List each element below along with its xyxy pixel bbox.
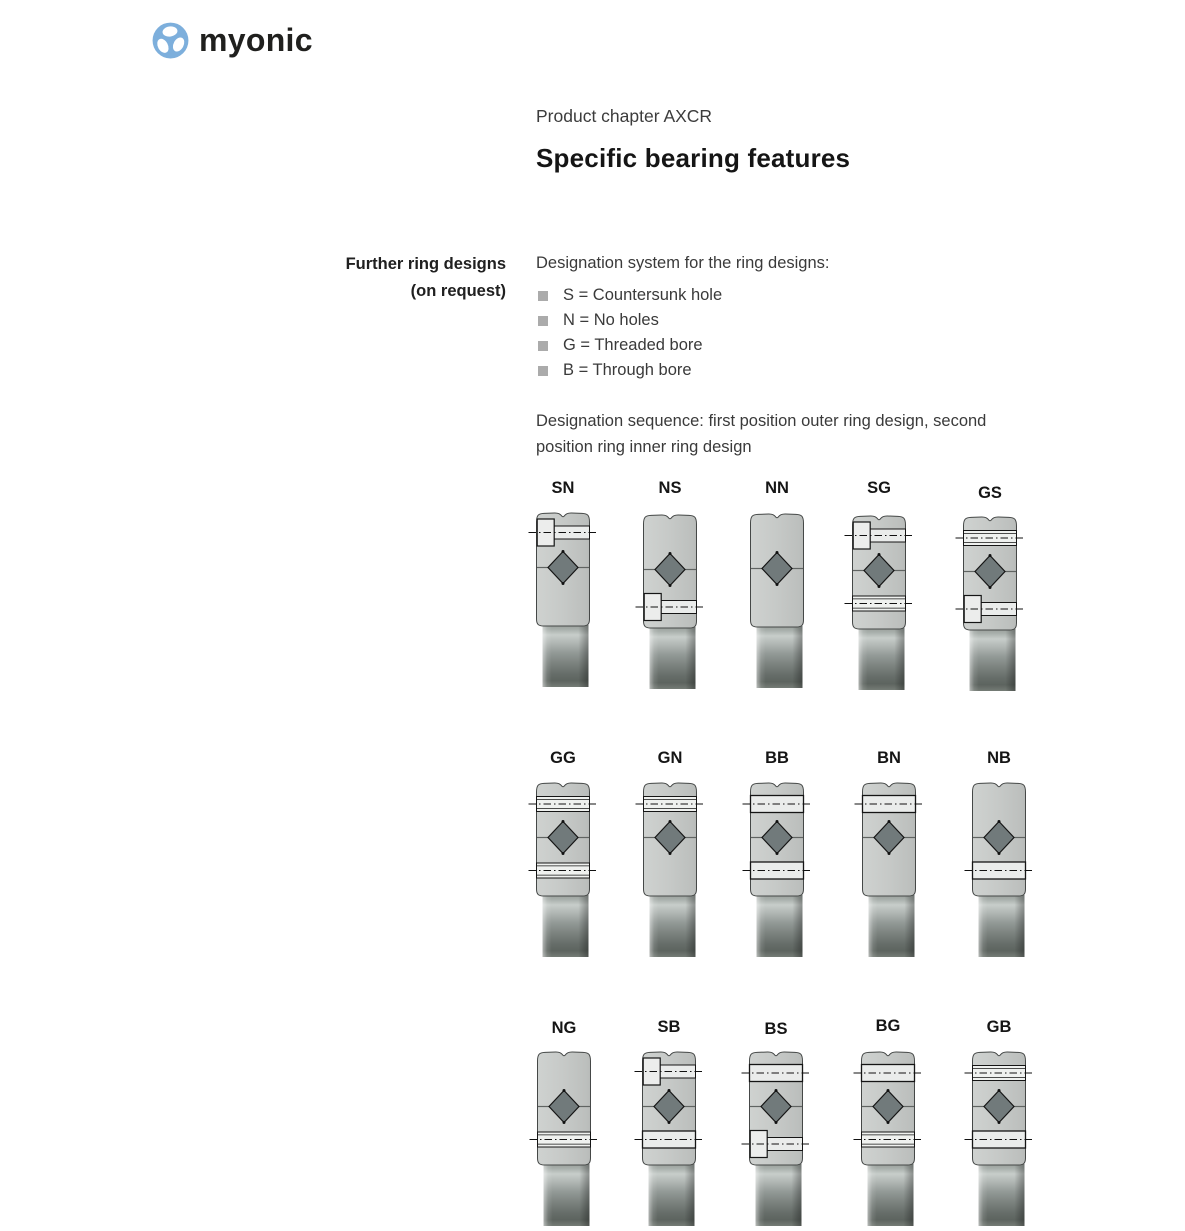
bearing-label: GG bbox=[550, 749, 576, 767]
designation-item-label: N = No holes bbox=[563, 311, 659, 329]
brand-wordmark: myonic bbox=[199, 22, 313, 58]
bearing-cross-section-NS bbox=[635, 513, 705, 694]
bearing-cross-section-GG bbox=[528, 781, 598, 962]
bearing-cross-section-BS bbox=[741, 1050, 811, 1231]
bearing-cross-section-SG bbox=[844, 514, 914, 695]
bearing-label: NG bbox=[551, 1019, 577, 1037]
bearing-cross-section-BG bbox=[853, 1050, 923, 1231]
bearing-cross-section-SB bbox=[634, 1050, 704, 1231]
designation-item-label: G = Threaded bore bbox=[563, 336, 703, 354]
bearing-label: SN bbox=[551, 479, 575, 497]
bearing-label: NN bbox=[765, 479, 789, 497]
bearing-label: BG bbox=[875, 1017, 901, 1035]
designation-intro: Designation system for the ring designs: bbox=[536, 254, 830, 272]
side-label-line1: Further ring designs bbox=[345, 255, 506, 273]
bearing-label: NS bbox=[658, 479, 682, 497]
bearing-cross-section-SN bbox=[528, 511, 598, 692]
bearing-cross-section-NB bbox=[964, 781, 1034, 962]
bearing-cross-section-GS bbox=[955, 515, 1025, 696]
side-label-line2: (on request) bbox=[410, 282, 506, 300]
bearing-cross-section-GN bbox=[635, 781, 705, 962]
bearing-cross-section-BN bbox=[854, 781, 924, 962]
bearing-label: GS bbox=[978, 484, 1002, 502]
bearing-label: BS bbox=[764, 1020, 788, 1038]
bearing-cross-section-NG bbox=[529, 1050, 599, 1231]
bearing-label: BN bbox=[877, 749, 901, 767]
bearing-label: SG bbox=[867, 479, 891, 497]
product-chapter-kicker: Product chapter AXCR bbox=[536, 106, 713, 126]
bearing-label: BB bbox=[765, 749, 789, 767]
bearing-label: GN bbox=[657, 749, 683, 767]
bearing-cross-section-BB bbox=[742, 781, 812, 962]
designation-item-label: B = Through bore bbox=[563, 361, 692, 379]
bearing-cross-section-NN bbox=[742, 512, 812, 693]
page-title: Specific bearing features bbox=[536, 143, 851, 173]
bearing-label: GB bbox=[986, 1018, 1012, 1036]
bearing-cross-section-GB bbox=[964, 1050, 1034, 1231]
bearing-label: SB bbox=[657, 1018, 681, 1036]
designation-item-label: S = Countersunk hole bbox=[563, 286, 723, 304]
sequence-note: Designation sequence: first position outer ring design, second position ring inner ring design bbox=[536, 412, 987, 456]
bearing-label: NB bbox=[987, 749, 1011, 767]
